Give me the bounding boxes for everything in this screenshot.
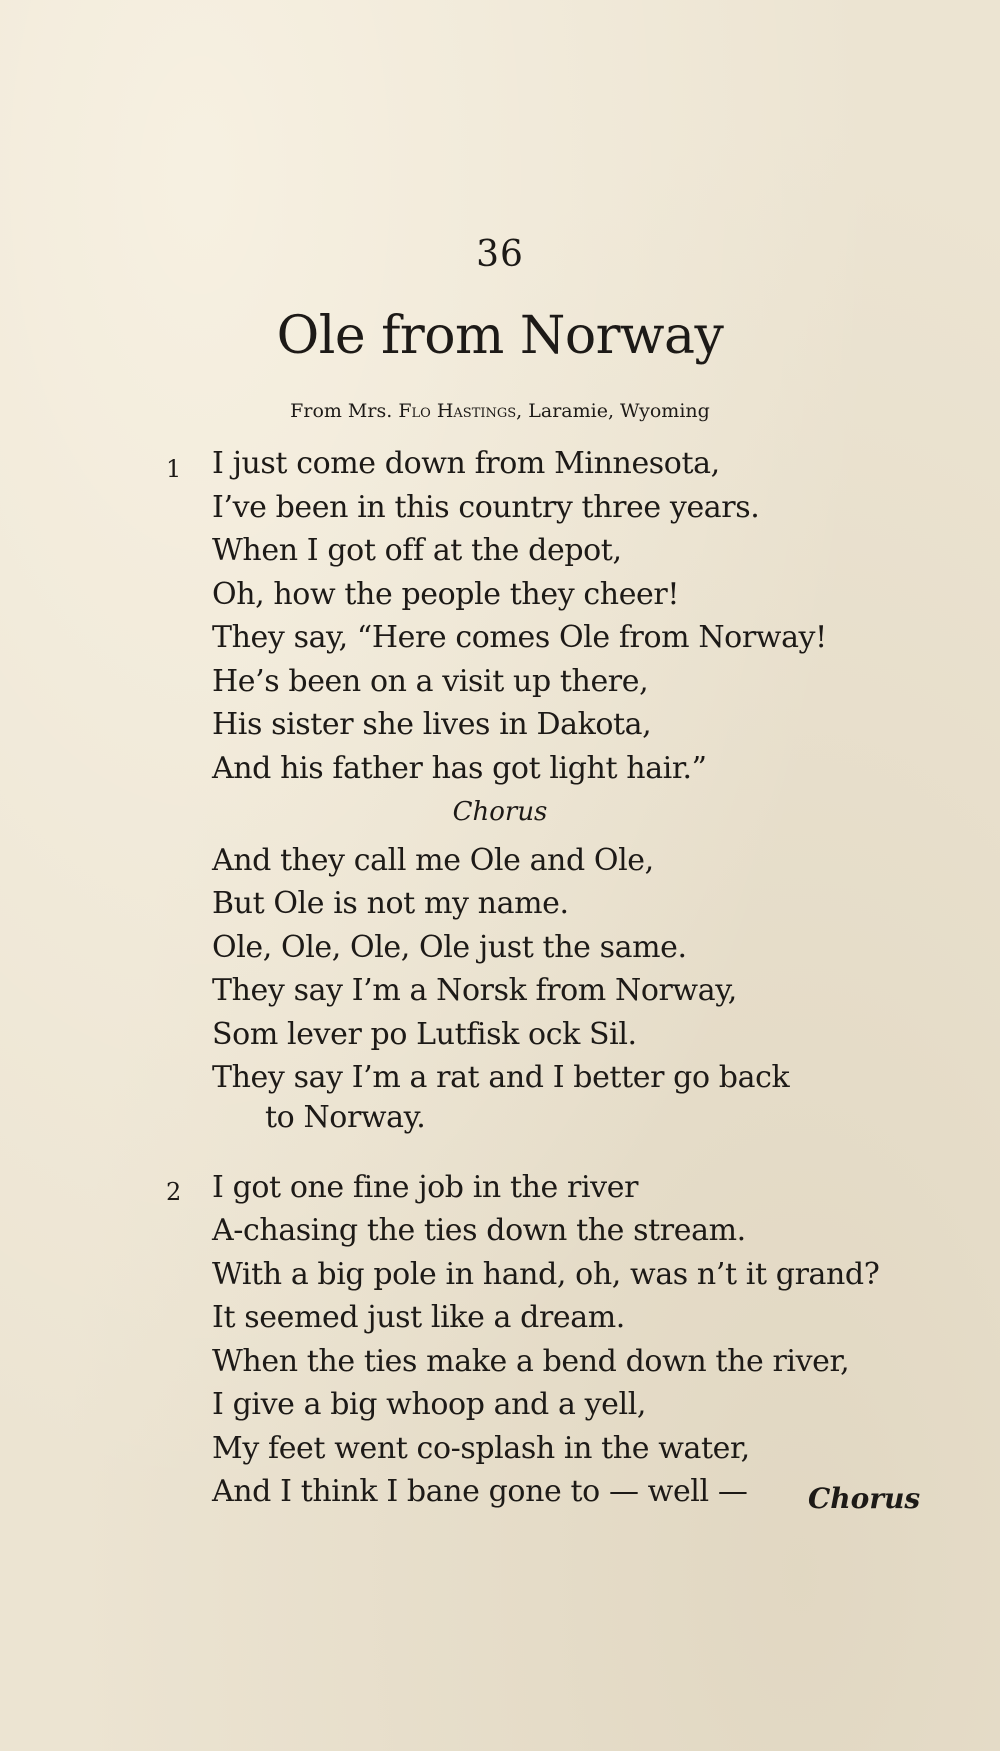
verse-line: When I got off at the depot, [212, 533, 622, 568]
verse-line: Oh, how the people they cheer! [212, 577, 680, 612]
verse-line: I’ve been in this country three years. [212, 490, 760, 525]
verse-line: With a big pole in hand, oh, was n’t it grand? [212, 1257, 880, 1292]
verse-line: When the ties make a bend down the river, [212, 1344, 850, 1379]
chorus-line: They say I’m a Norsk from Norway, [212, 973, 737, 1008]
song-title: Ole from Norway [276, 306, 724, 366]
chorus-line: Ole, Ole, Ole, Ole just the same. [212, 930, 687, 965]
page-number: 36 [476, 234, 524, 275]
chorus-line: But Ole is not my name. [212, 886, 569, 921]
verse-line: I got one fine job in the river [212, 1170, 639, 1205]
verse-line: I give a big whoop and a yell, [212, 1387, 647, 1422]
verse-number: 2 [166, 1178, 182, 1206]
verse-line: And I think I bane gone to — well — [212, 1474, 748, 1509]
verse-line: I just come down from Minnesota, [212, 446, 720, 481]
source-prefix: From Mrs. [290, 400, 399, 422]
verse-line: A-chasing the ties down the stream. [212, 1213, 746, 1248]
source-attribution [0, 400, 1000, 422]
chorus-line: to Norway. [265, 1100, 426, 1135]
verse-line: And his father has got light hair.” [212, 751, 707, 786]
source-suffix: , Laramie, Wyoming [516, 400, 710, 422]
verse-line: His sister she lives in Dakota, [212, 707, 652, 742]
verse-line: They say, “Here comes Ole from Norway! [212, 620, 827, 655]
verse-line: My feet went co-splash in the water, [212, 1431, 750, 1466]
chorus-line: And they call me Ole and Ole, [212, 843, 654, 878]
verse-line: It seemed just like a dream. [212, 1300, 625, 1335]
verse-line: He’s been on a visit up there, [212, 664, 649, 699]
chorus-reference: Chorus [808, 1482, 921, 1515]
chorus-line: They say I’m a rat and I better go back [212, 1060, 790, 1095]
verse-number: 1 [166, 455, 182, 483]
source-name: Flo Hastings [398, 400, 517, 422]
chorus-heading: Chorus [452, 797, 548, 827]
chorus-line: Som lever po Lutfisk ock Sil. [212, 1017, 637, 1052]
